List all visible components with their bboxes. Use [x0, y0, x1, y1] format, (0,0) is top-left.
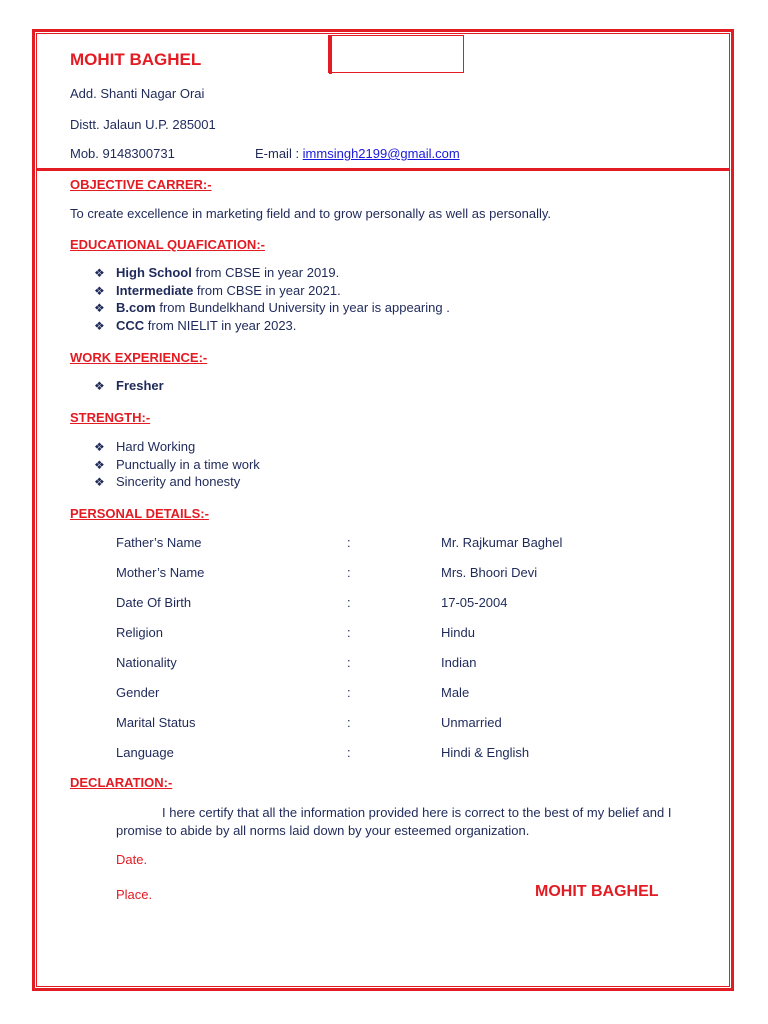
detail-label: Gender [116, 685, 160, 700]
qualification-name: B.com [116, 300, 156, 315]
email-label: E-mail : [255, 146, 303, 161]
personal-row-mother [0, 565, 768, 583]
personal-row-father [0, 535, 768, 553]
detail-separator: : [347, 745, 351, 760]
qualification-detail: from CBSE in year 2019. [191, 265, 340, 280]
diamond-bullet-icon: ❖ [94, 440, 105, 454]
detail-value: Mrs. Bhoori Devi [441, 565, 538, 580]
strength-heading: STRENGTH:- [70, 410, 151, 425]
strength-item-text: Hard Working [116, 439, 196, 454]
candidate-name: MOHIT BAGHEL [70, 50, 202, 69]
qualification-detail: from CBSE in year 2021. [193, 282, 341, 298]
detail-label: Date Of Birth [116, 595, 192, 610]
detail-separator: : [347, 715, 351, 730]
detail-separator: : [347, 535, 351, 550]
education-list [94, 264, 450, 334]
personal-heading: PERSONAL DETAILS:- [70, 506, 209, 521]
personal-row-religion [0, 625, 768, 643]
detail-label: Marital Status [116, 715, 196, 730]
education-item [94, 317, 450, 335]
email-link[interactable]: immsingh2199@gmail.com [302, 146, 460, 161]
work-list [94, 377, 164, 395]
address-line-1: Add. Shanti Nagar Orai [70, 86, 205, 101]
detail-label: Father’s Name [116, 535, 202, 550]
mobile-number: Mob. 9148300731 [70, 146, 175, 161]
education-heading: EDUCATIONAL QUAFICATION:- [70, 237, 265, 252]
detail-separator: : [347, 595, 351, 610]
diamond-bullet-icon: ❖ [94, 266, 105, 280]
qualification-name: CCC [116, 317, 145, 333]
detail-value: Male [441, 685, 470, 700]
personal-row-gender [0, 685, 768, 703]
strength-item [94, 438, 260, 456]
qualification-name: Intermediate [116, 282, 194, 298]
personal-row-language [0, 745, 768, 763]
diamond-bullet-icon: ❖ [94, 318, 105, 333]
detail-value: Hindi & English [441, 745, 530, 760]
qualification-name: High School [116, 265, 192, 280]
personal-row-dob [0, 595, 768, 613]
declaration-heading: DECLARATION:- [70, 775, 173, 790]
declaration-paragraph [116, 804, 716, 840]
diamond-bullet-icon: ❖ [94, 379, 105, 393]
detail-value: Indian [441, 655, 477, 670]
address-line-2: Distt. Jalaun U.P. 285001 [70, 117, 216, 132]
signature-name: MOHIT BAGHEL [535, 883, 659, 900]
photo-placeholder-box [328, 35, 464, 73]
qualification-detail: from Bundelkhand University in year is appearing . [155, 300, 450, 315]
detail-label: Nationality [116, 655, 177, 670]
objective-text: To create excellence in marketing field and to grow personally as well as personally. [70, 206, 552, 221]
detail-separator: : [347, 625, 351, 640]
declaration-text: I here certify that all the information provided here is correct to the best of my belief and I promise to abide by all norms laid down by your esteemed organization. [116, 805, 672, 838]
diamond-bullet-icon: ❖ [94, 283, 105, 298]
email-row [255, 146, 460, 161]
detail-separator: : [347, 685, 351, 700]
diamond-bullet-icon: ❖ [94, 301, 105, 315]
diamond-bullet-icon: ❖ [94, 475, 105, 489]
strength-item-text: Punctually in a time work [116, 456, 260, 472]
personal-row-marital-status [0, 715, 768, 733]
strength-item [94, 473, 260, 491]
work-item-text: Fresher [116, 378, 164, 393]
education-item [94, 264, 450, 282]
education-item [94, 299, 450, 317]
header-divider [36, 168, 730, 171]
personal-row-nationality [0, 655, 768, 673]
detail-value: 17-05-2004 [441, 595, 508, 610]
diamond-bullet-icon: ❖ [94, 457, 105, 472]
objective-heading: OBJECTIVE CARRER:- [70, 177, 212, 192]
place-label: Place. [116, 887, 153, 902]
detail-separator: : [347, 655, 351, 670]
detail-separator: : [347, 565, 351, 580]
detail-label: Religion [116, 625, 163, 640]
education-item [94, 282, 450, 300]
detail-value: Mr. Rajkumar Baghel [441, 535, 563, 550]
work-heading: WORK EXPERIENCE:- [70, 350, 208, 365]
strength-item-text: Sincerity and honesty [116, 474, 241, 489]
date-label: Date. [116, 852, 148, 867]
detail-label: Mother’s Name [116, 565, 205, 580]
strength-list [94, 438, 260, 491]
detail-label: Language [116, 745, 174, 760]
strength-item [94, 456, 260, 474]
work-item [94, 377, 164, 395]
detail-value: Hindu [441, 625, 475, 640]
qualification-detail: from NIELIT in year 2023. [144, 317, 297, 333]
detail-value: Unmarried [441, 715, 502, 730]
